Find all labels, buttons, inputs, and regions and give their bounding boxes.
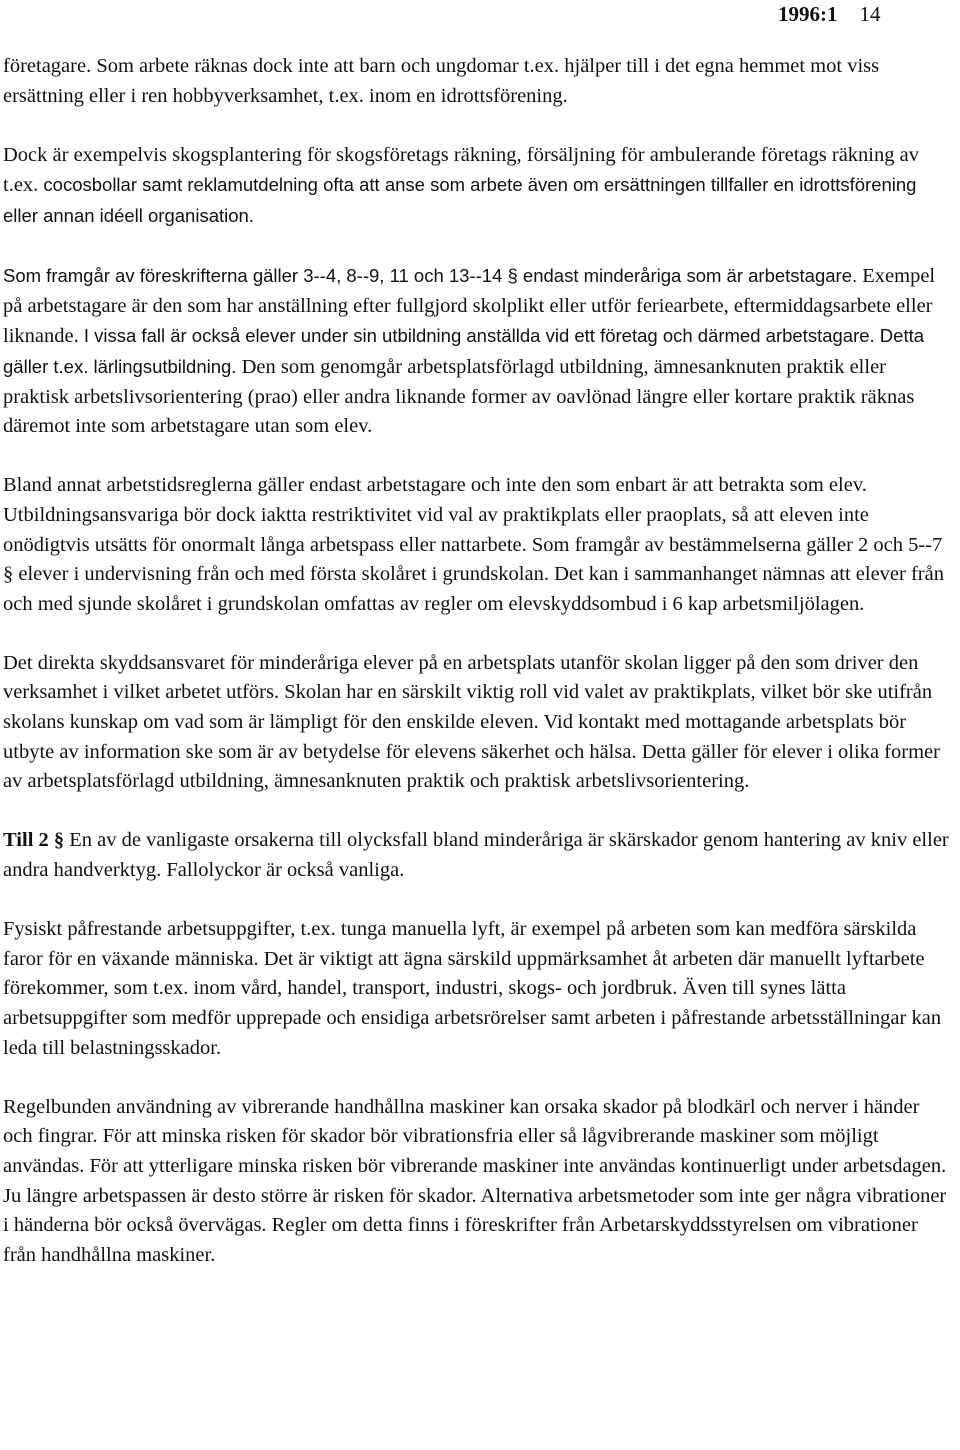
paragraph-5: Det direkta skyddsansvaret för minderåriga elever på en arbetsplats utanför skolan ligger på den som driver den verksamhet i vilket arbetet utförs. Skolan har en särskilt viktig roll vid valet av praktikplats, vilket bör ske utifrån skolans kunskap om vad som är lämpligt för den enskilde eleven. Vid kontakt med mottagande arbetsplats bör utbyte av information ske som är av betydelse för elevens säkerhet och hälsa. Detta gäller för elever i olika former av arbetsplatsförlagd utbildning, ämnesanknuten praktik och praktisk arbetslivsorientering.: [3, 651, 940, 793]
paragraph-6: [3, 826, 953, 885]
paragraph-6-text: En av de vanligaste orsakerna till olycksfall bland minderåriga är skärskador genom hantering av kniv eller andra handverktyg. Fallolyckor är också vanliga.: [3, 829, 949, 882]
page-number: 14: [859, 2, 881, 26]
paragraph-1: företagare. Som arbete räknas dock inte att barn och ungdomar t.ex. hjälper till i det egna hemmet mot viss ersättning eller i ren hobbyverksamhet, t.ex. inom en idrottsförening.: [3, 55, 880, 107]
paragraph-8: Regelbunden användning av vibrerande handhållna maskiner kan orsaka skador på blodkärl och nerver i händer och fingrar. För att minska risken för skador bör vibrationsfria eller så lågvibrerande maskiner som möjligt användas. För att ytterligare minska risken bör vibrerande maskiner inte användas kontinuerligt under arbetsdagen. Ju längre arbetspassen är desto större är risken för skador. Alternativa arbetsmetoder som inte ger några vibrationer i händerna bör också övervägas. Regler om detta finns i föreskrifter från Arbetarskyddsstyrelsen om vibrationer från handhållna maskiner.: [3, 1095, 947, 1266]
page-header: [778, 1, 881, 27]
paragraph-3: [3, 261, 953, 442]
paragraph-7: Fysiskt påfrestande arbetsuppgifter, t.ex. tunga manuella lyft, är exempel på arbeten som kan medföra särskilda faror för en växande människa. Det är viktigt att ägna särskild uppmärksamhet åt arbeten där manuellt lyftarbete förekommer, som t.ex. inom vård, handel, transport, industri, skogs- och jordbruk. Även till synes lätta arbetsuppgifter som medför upprepade och ensidiga arbetsrörelser samt arbeten i påfrestande arbetsställningar kan leda till belastningsskador.: [3, 918, 942, 1059]
paragraph-gap: [3, 232, 953, 262]
paragraph-3-students: I vissa fall är också elever under sin utbildning anställda vid ett företag och därmed arbetstagare. Detta gäller t.ex. lärlingsutbildning.: [3, 325, 925, 377]
paragraph-gap: [3, 619, 953, 649]
document-number: 1996:1: [778, 2, 838, 26]
section-heading-till-2: Till 2 §: [3, 829, 65, 852]
paragraph-gap: [3, 886, 953, 916]
paragraph-gap: [3, 797, 953, 827]
paragraph-gap: [3, 111, 953, 141]
paragraph-2-text-continued: cocosbollar samt reklamutdelning ofta att anse som arbete även om ersättningen tillfaller en idrottsförening eller annan idéell organisation.: [3, 174, 917, 226]
paragraph-2: [3, 141, 953, 232]
paragraph-3-practice: Den som genomgår arbetsplatsförlagd utbildning, ämnesanknuten praktik eller praktisk arbetslivsorientering (prao) eller andra liknande former av oavlönad längre eller kortare praktik räknas däremot inte som arbetstagare utan som elev.: [3, 355, 915, 438]
paragraph-gap: [3, 442, 953, 472]
paragraph-gap: [3, 1063, 953, 1093]
paragraph-3-examples: Exempel på arbetstagare är den som har anställning efter fullgjord skolplikt eller utför feriearbete, eftermiddagsarbete eller liknande.: [3, 265, 936, 348]
paragraph-2-text: Dock är exempelvis skogsplantering för skogsföretags räkning, försäljning för ambulerande företags räkning av t.ex.: [3, 143, 919, 197]
paragraph-4: Bland annat arbetstidsreglerna gäller endast arbetstagare och inte den som enbart är att betrakta som elev. Utbildningsansvariga bör dock iaktta restriktivitet vid val av praktikplats eller praoplats, så att eleven inte onödigtvis utsätts för onormalt långa arbetspass eller nattarbete. Som framgår av bestämmelserna gäller 2 och 5--7 § elever i undervisning från och med första skolåret i grundskolan. Det kan i sammanhanget nämnas att elever från och med sjunde skolåret i grundskolan omfattas av regler om elevskyddsombud i 6 kap arbetsmiljölagen.: [3, 474, 944, 615]
paragraph-3-intro: Som framgår av föreskrifterna gäller 3--4, 8--9, 11 och 13--14 § endast minderåriga som är arbetstagare.: [3, 265, 858, 287]
document-body: [3, 52, 953, 1270]
